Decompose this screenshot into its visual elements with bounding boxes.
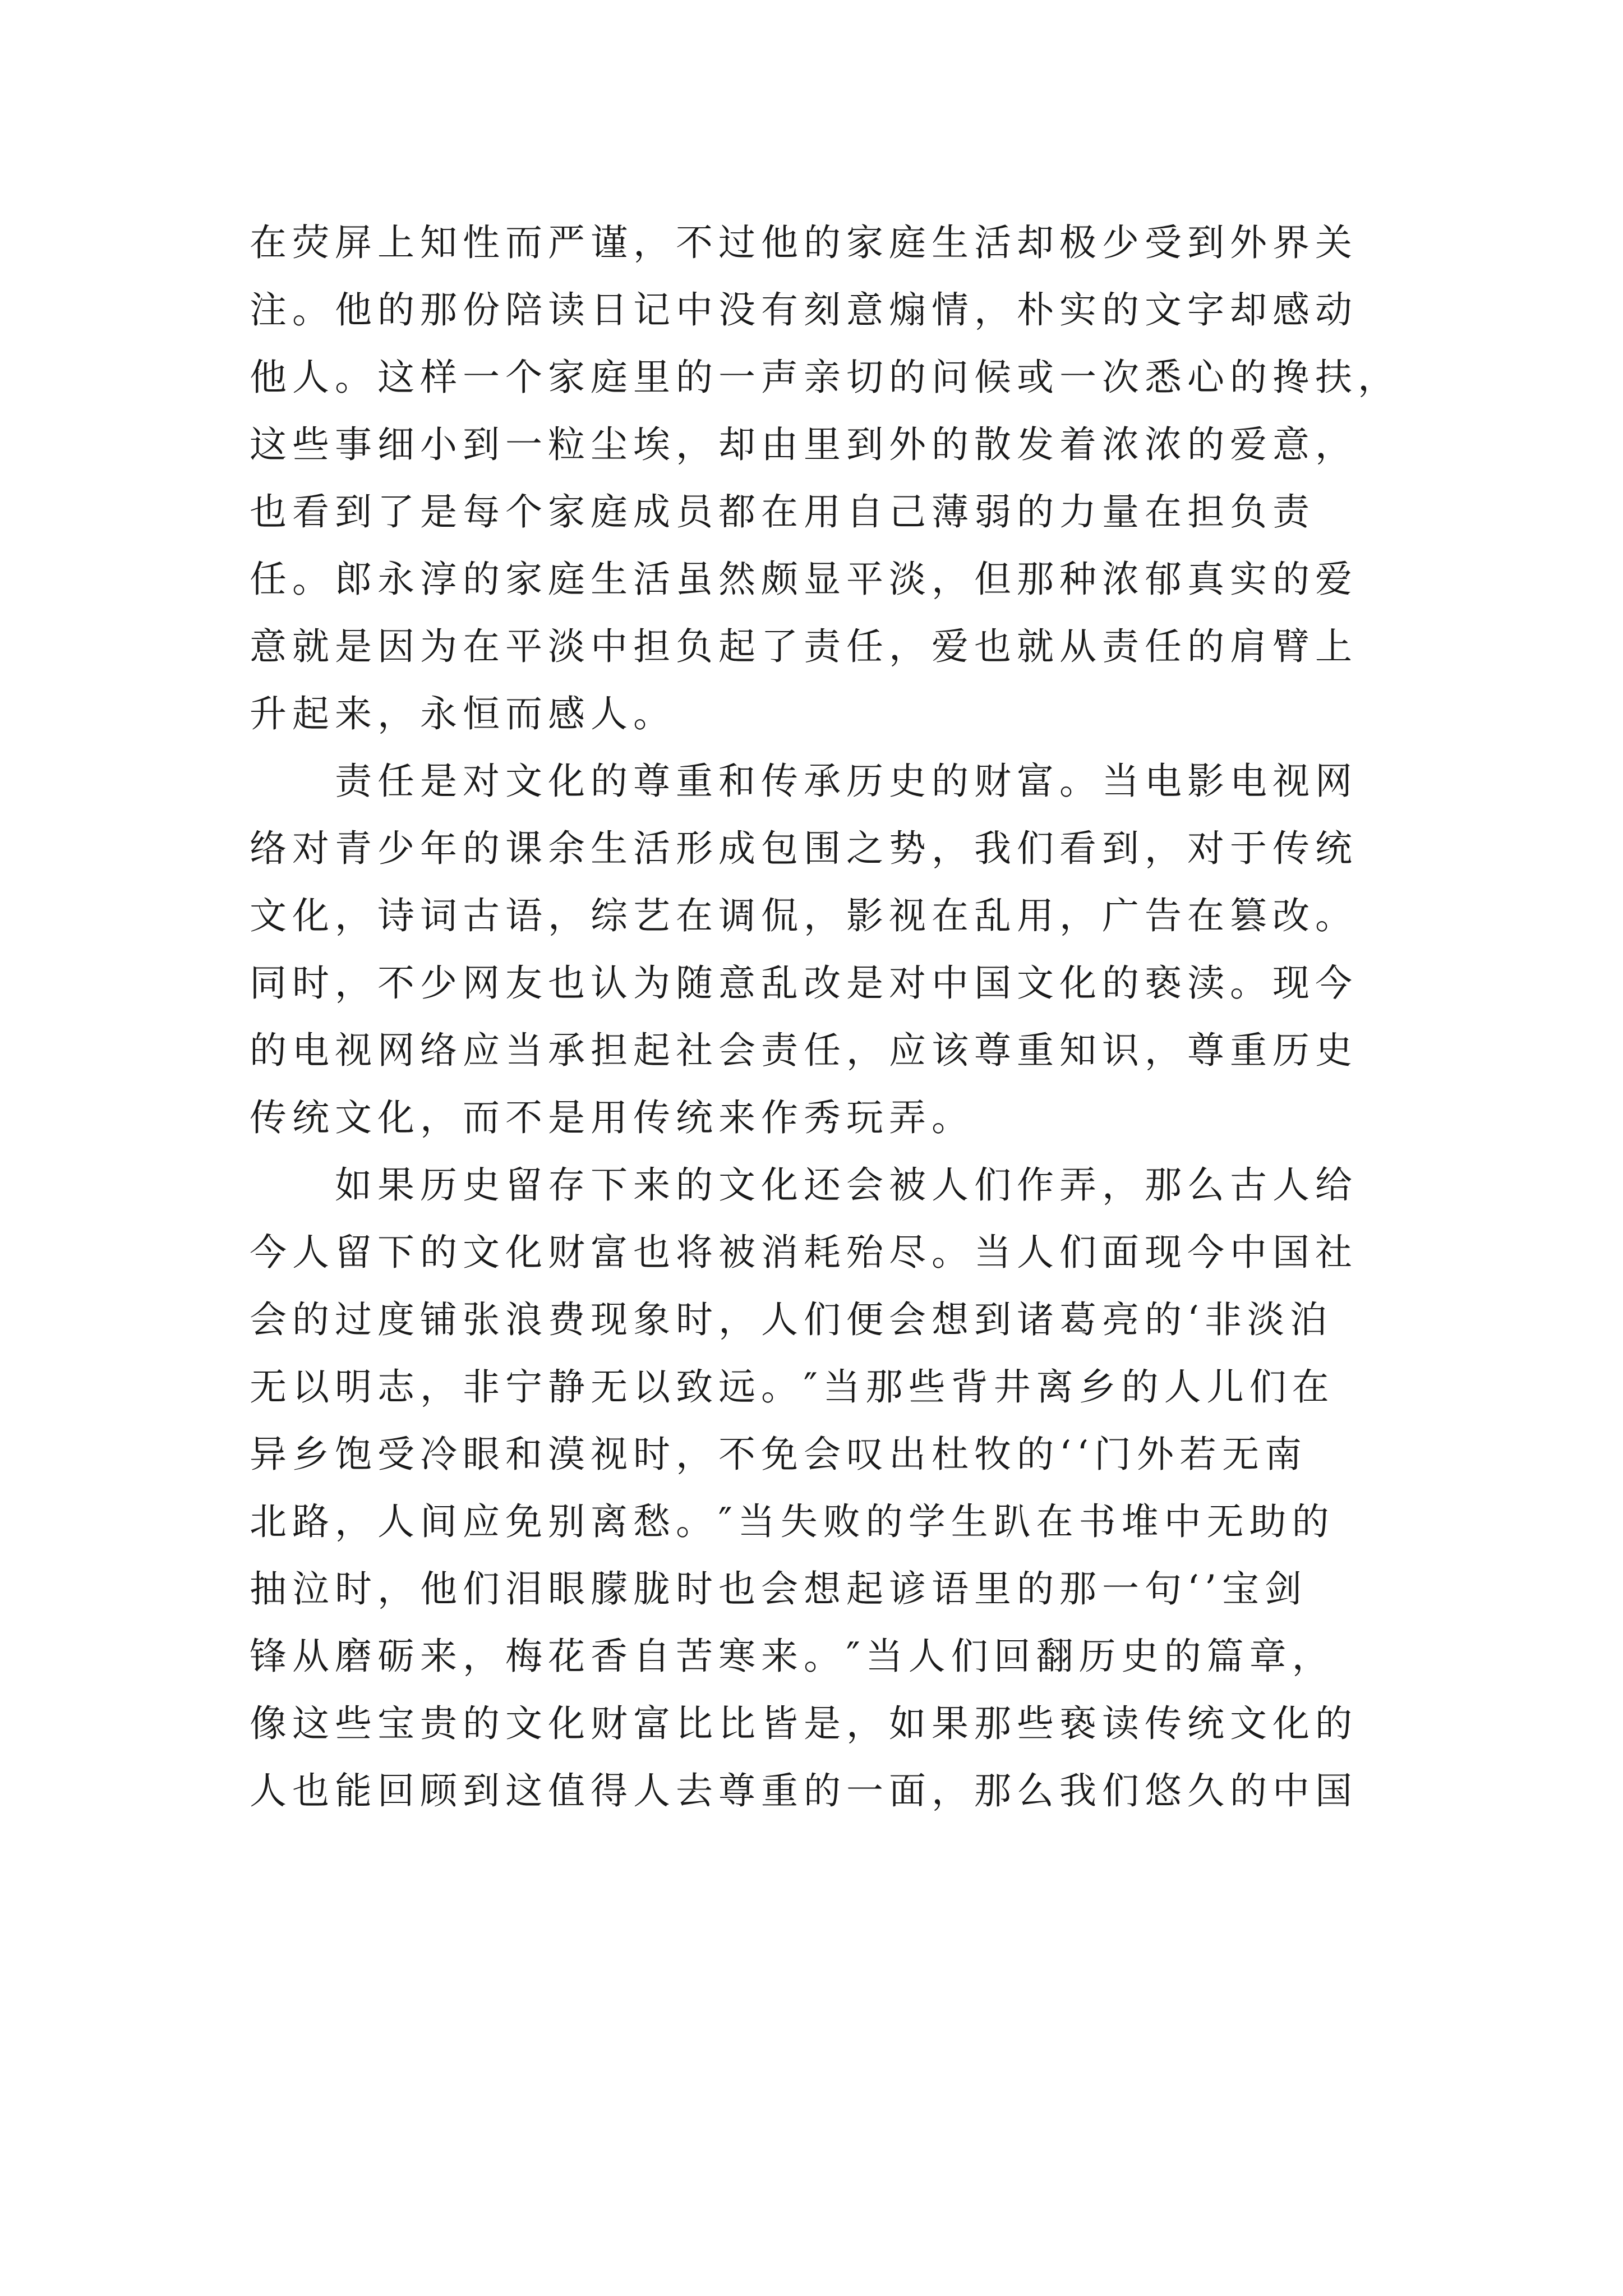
- text-line: 络对青少年的课余生活形成包围之势，我们看到，对于传统: [250, 827, 1358, 870]
- text-line: 的电视网络应当承担起社会责任，应该尊重知识，尊重历史: [250, 1029, 1358, 1072]
- text-line: 异乡饱受冷眼和漠视时，不免会叹出杜牧的‘‘门外若无南: [250, 1433, 1307, 1476]
- text-line: 会的过度铺张浪费现象时，人们便会想到诸葛亮的‘非淡泊: [250, 1298, 1332, 1341]
- text-line: 传统文化，而不是用传统来作秀玩弄。: [250, 1096, 974, 1139]
- text-line: 任。郎永淳的家庭生活虽然颇显平淡，但那种浓郁真实的爱: [250, 558, 1358, 601]
- paragraph-start-line: 责任是对文化的尊重和传承历史的财富。当电影电视网: [250, 760, 1358, 803]
- text-line: 北路，人间应免别离愁。″当失败的学生趴在书堆中无助的: [250, 1500, 1335, 1543]
- body-text: [250, 209, 1416, 1825]
- text-line: 他人。这样一个家庭里的一声亲切的问候或一次悉心的搀扶，: [250, 356, 1400, 399]
- text-line: 也看到了是每个家庭成员都在用自己薄弱的力量在担负责: [250, 490, 1315, 533]
- text-line: 文化，诗词古语，综艺在调侃，影视在乱用，广告在篡改。: [250, 894, 1358, 937]
- text-line: 像这些宝贵的文化财富比比皆是，如果那些亵读传统文化的: [250, 1702, 1358, 1745]
- text-line: 这些事细小到一粒尘埃，却由里到外的散发着浓浓的爱意，: [250, 423, 1358, 466]
- text-line: 人也能回顾到这值得人去尊重的一面，那么我们悠久的中国: [250, 1769, 1358, 1812]
- text-line: 同时，不少网友也认为随意乱改是对中国文化的亵渎。现今: [250, 961, 1358, 1005]
- text-line: 锋从磨砺来，梅花香自苦寒来。″当人们回翻历史的篇章，: [250, 1635, 1335, 1678]
- paragraph-start-line: 如果历史留存下来的文化还会被人们作弄，那么古人给: [250, 1163, 1358, 1207]
- text-line: 注。他的那份陪读日记中没有刻意煽情，朴实的文字却感动: [250, 288, 1358, 332]
- text-line: 在荧屏上知性而严谨，不过他的家庭生活却极少受到外界关: [250, 221, 1358, 264]
- text-line: 升起来，永恒而感人。: [250, 692, 676, 735]
- text-line: 今人留下的文化财富也将被消耗殆尽。当人们面现今中国社: [250, 1231, 1358, 1274]
- text-line: 无以明志，非宁静无以致远。″当那些背井离乡的人儿们在: [250, 1365, 1335, 1409]
- text-line: 意就是因为在平淡中担负起了责任，爱也就从责任的肩臂上: [250, 625, 1358, 668]
- text-line: 抽泣时，他们泪眼朦胧时也会想起谚语里的那一句‘’宝剑: [250, 1567, 1307, 1611]
